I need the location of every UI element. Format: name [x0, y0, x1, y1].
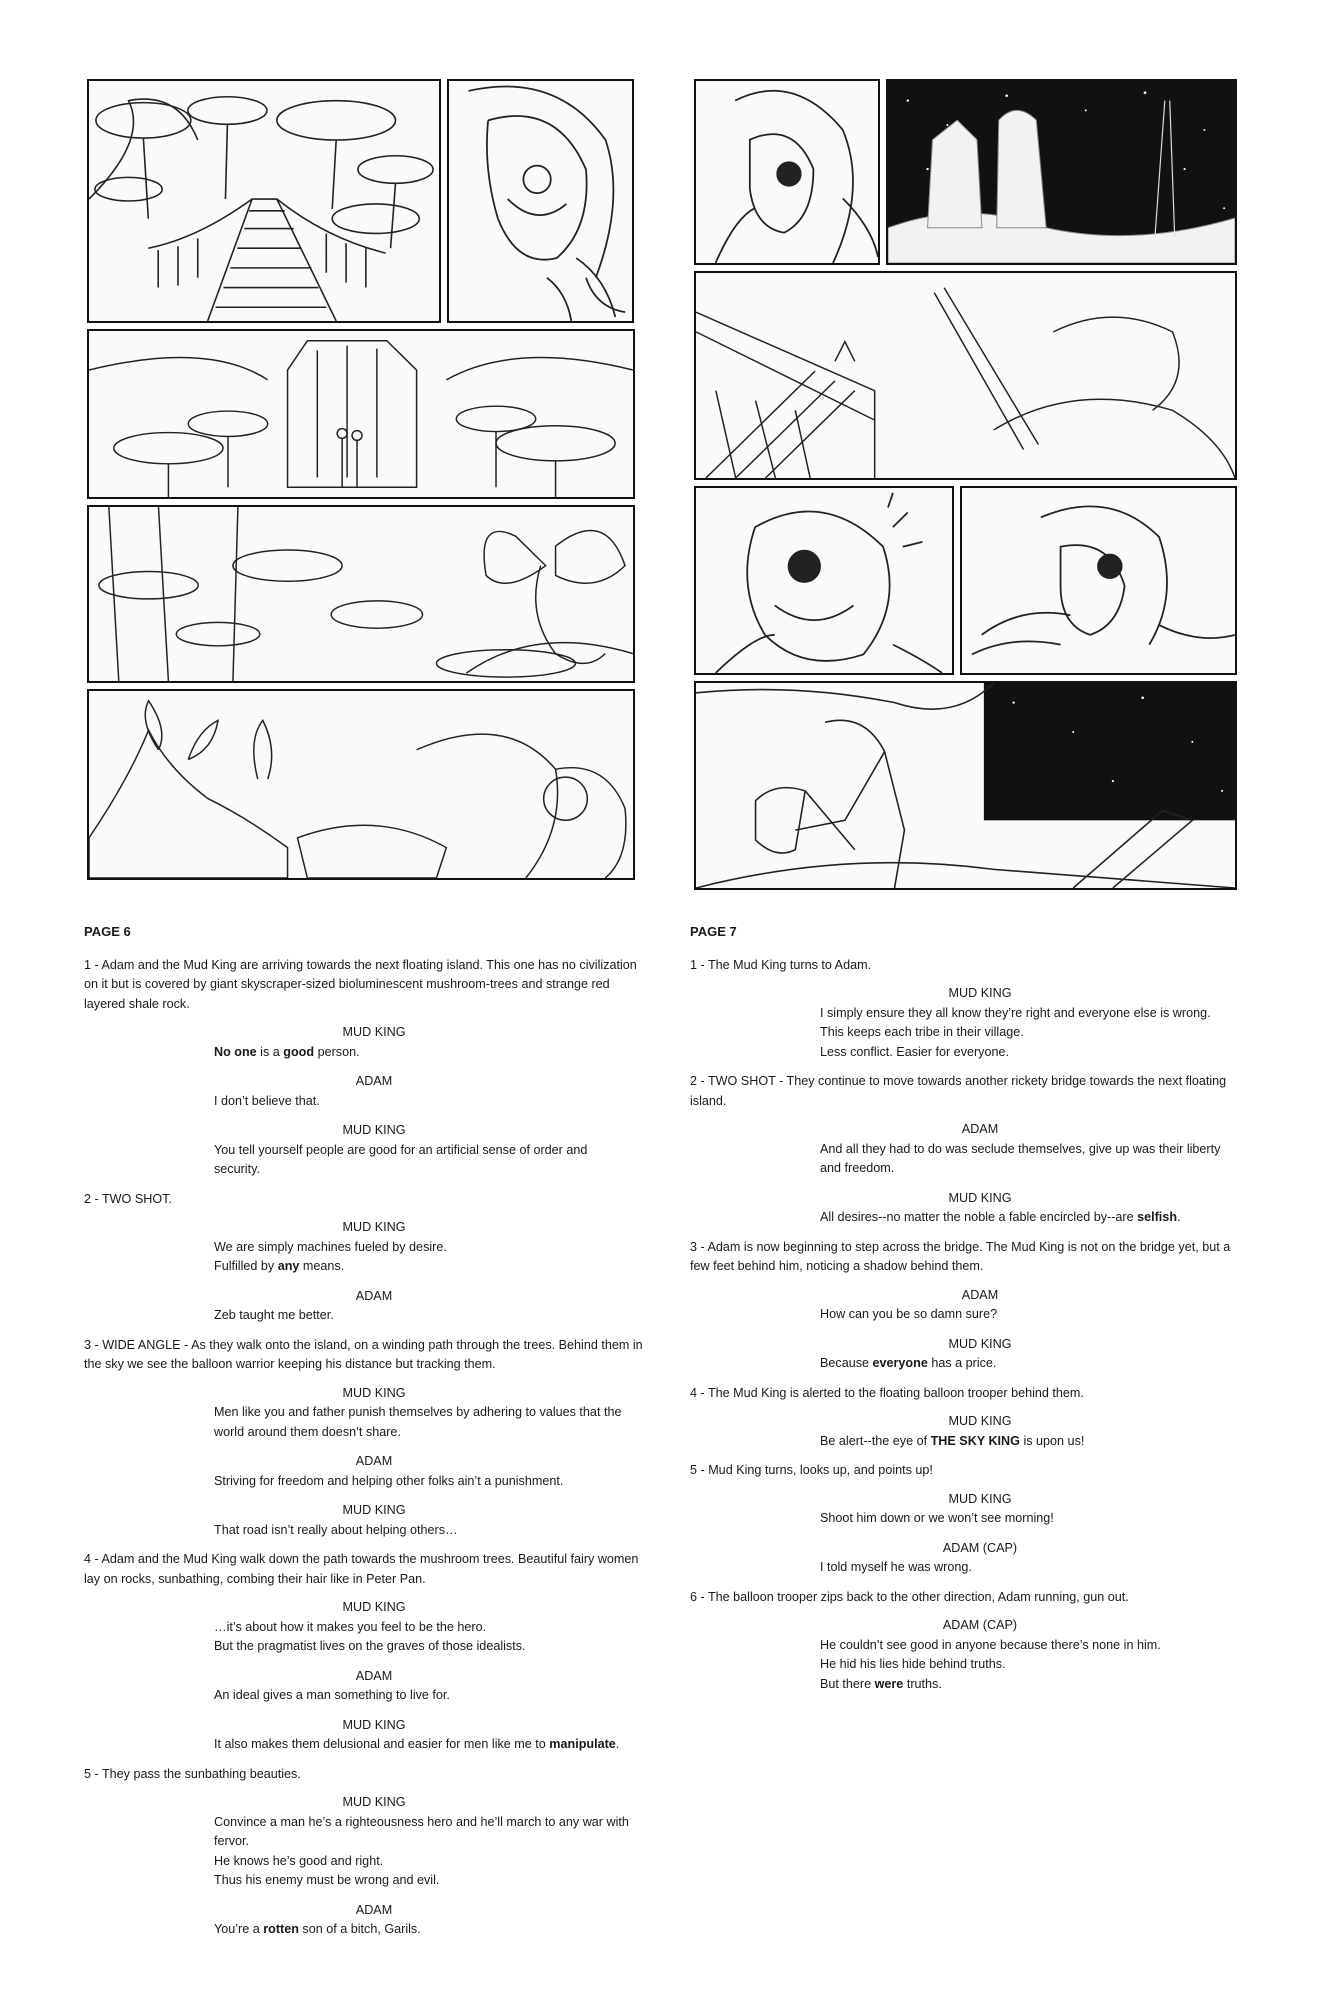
speaker-mud-king: MUD KING: [948, 986, 1012, 1000]
speaker-mud-king: MUD KING: [342, 1123, 406, 1137]
page-7-script: [690, 922, 1250, 1704]
page-6-beat-4: 4 - Adam and the Mud King walk down the path towards the mushroom trees. Beautiful fairy women lay on rocks, sunbathing, combing their hair like in Peter Pan.: [84, 1552, 639, 1586]
page-6-panel-4-fairies-on-rocks: [87, 689, 635, 880]
dialogue-line: He couldn’t see good in anyone because there’s none in him.: [820, 1637, 1161, 1652]
page-6-heading: PAGE 6: [84, 924, 131, 939]
dialogue-line: Thus his enemy must be wrong and evil.: [214, 1873, 440, 1887]
speaker-adam: ADAM: [355, 1902, 393, 1917]
dialogue-line: I told myself he was wrong.: [820, 1560, 972, 1574]
speaker-mud-king: MUD KING: [948, 1190, 1012, 1205]
dialogue-line: It also makes them delusional and easier for men like me to manipulate.: [214, 1737, 620, 1751]
speaker-mud-king: MUD KING: [342, 1385, 406, 1400]
page-6-script: [84, 922, 644, 1950]
page-6-panel-3-fairy: [87, 505, 635, 683]
dialogue-block: [214, 1618, 634, 1657]
dialogue-line: This keeps each tribe in their village.: [820, 1025, 1024, 1039]
speaker-mud-king: MUD KING: [342, 1025, 406, 1039]
speaker-mud-king: MUD KING: [948, 1336, 1012, 1351]
page-6-panel-1-bridge-mushrooms: [87, 79, 441, 323]
speaker-mud-king: MUD KING: [342, 1600, 406, 1614]
speaker-adam: ADAM: [961, 1122, 999, 1136]
dialogue-line: …it’s about how it makes you feel to be the hero.: [214, 1619, 487, 1634]
page-7-panel-2-two-shot: [886, 79, 1237, 265]
dialogue-line: Fulfilled by any means.: [214, 1259, 345, 1273]
page-7-heading: PAGE 7: [690, 924, 737, 939]
dialogue-line: We are simply machines fueled by desire.: [214, 1239, 447, 1254]
dialogue-block: [820, 1636, 1240, 1695]
dialogue-line: You tell yourself people are good for an artificial sense of order and security.: [214, 1142, 588, 1176]
speaker-adam-cap: ADAM (CAP): [942, 1618, 1018, 1632]
dialogue-line: And all they had to do was seclude themselves, give up was their liberty and freedom.: [820, 1141, 1221, 1175]
dialogue-line: Convince a man he’s a righteousness hero and he’ll march to any war with fervor.: [214, 1814, 629, 1848]
page-6-beat-1: 1 - Adam and the Mud King are arriving towards the next floating island. This one has no civilization on it but is covered by giant skyscraper-sized bioluminescent mushroom-trees and strange red layered shale rock.: [84, 957, 637, 1011]
dialogue-line: That road isn’t really about helping others…: [214, 1522, 458, 1537]
page-6-beat-2: 2 - TWO SHOT.: [84, 1191, 172, 1206]
speaker-adam: ADAM: [961, 1287, 999, 1302]
page-7-beat-3: 3 - Adam is now beginning to step across the bridge. The Mud King is not on the bridge yet, but a few feet behind him, noticing a shadow behind them.: [690, 1239, 1231, 1273]
dialogue-line: But the pragmatist lives on the graves of those idealists.: [214, 1639, 526, 1653]
page-7-panel-6-running: [694, 681, 1237, 890]
page-7-panel-4-mud-king-alert: [694, 486, 954, 675]
dialogue-line: I don’t believe that.: [214, 1093, 320, 1108]
dialogue-line: Less conflict. Easier for everyone.: [820, 1044, 1009, 1059]
speaker-mud-king: MUD KING: [948, 1491, 1012, 1506]
dialogue-block: [214, 1238, 634, 1277]
speaker-mud-king: MUD KING: [342, 1717, 406, 1732]
speaker-mud-king: MUD KING: [342, 1795, 406, 1809]
dialogue-line: Striving for freedom and helping other folks ain’t a punishment.: [214, 1473, 564, 1488]
speaker-mud-king: MUD KING: [342, 1503, 406, 1517]
dialogue-line: Men like you and father punish themselves by adhering to values that the world around them doesn’t share.: [214, 1405, 622, 1439]
page-7-beat-4: 4 - The Mud King is alerted to the floating balloon trooper behind them.: [690, 1385, 1084, 1400]
page-6-panel-2-arrival: [87, 329, 635, 499]
page-7-panel-3-bridge: [694, 271, 1237, 480]
dialogue-line: Be alert--the eye of THE SKY KING is upon us!: [820, 1433, 1085, 1448]
speaker-adam: ADAM: [355, 1454, 393, 1468]
speaker-mud-king: MUD KING: [948, 1414, 1012, 1428]
page-6-beat-3: 3 - WIDE ANGLE - As they walk onto the island, on a winding path through the trees. Behind them in the sky we see the balloon warrior keeping his distance but tracking them.: [84, 1337, 643, 1371]
dialogue-line: How can you be so damn sure?: [820, 1307, 998, 1321]
speaker-adam-cap: ADAM (CAP): [942, 1540, 1018, 1555]
dialogue-line: Shoot him down or we won’t see morning!: [820, 1511, 1054, 1525]
dialogue-line: All desires--no matter the noble a fable encircled by--are selfish.: [820, 1210, 1181, 1224]
dialogue-line: Zeb taught me better.: [214, 1308, 334, 1322]
page-7-beat-5: 5 - Mud King turns, looks up, and points up!: [690, 1463, 933, 1477]
page-7-beat-1: 1 - The Mud King turns to Adam.: [690, 957, 872, 972]
dialogue-line: No one is a good person.: [214, 1044, 360, 1059]
dialogue-block: [214, 1813, 634, 1891]
speaker-adam: ADAM: [355, 1288, 393, 1303]
dialogue-line: But there were truths.: [820, 1676, 942, 1691]
dialogue-line: He knows he’s good and right.: [214, 1853, 384, 1868]
dialogue-line: An ideal gives a man something to live for.: [214, 1688, 450, 1702]
speaker-mud-king: MUD KING: [342, 1220, 406, 1234]
page-7-panel-5-pointing: [960, 486, 1237, 675]
speaker-adam: ADAM: [355, 1074, 393, 1088]
dialogue-block: [820, 1004, 1240, 1063]
page-7-panel-1-mud-king: [694, 79, 880, 265]
page-6-beat-5: 5 - They pass the sunbathing beauties.: [84, 1766, 301, 1781]
dialogue-line: You’re a rotten son of a bitch, Garils.: [214, 1922, 421, 1936]
dialogue-line: He hid his lies hide behind truths.: [820, 1657, 1006, 1671]
page-6-panel-1b-hooded-closeup: [447, 79, 634, 323]
dialogue-line: I simply ensure they all know they’re right and everyone else is wrong.: [820, 1005, 1211, 1020]
page-7-beat-6: 6 - The balloon trooper zips back to the other direction, Adam running, gun out.: [690, 1589, 1129, 1604]
dialogue-line: Because everyone has a price.: [820, 1356, 997, 1370]
page-7-beat-2: 2 - TWO SHOT - They continue to move towards another rickety bridge towards the next floating island.: [690, 1074, 1227, 1108]
speaker-adam: ADAM: [355, 1668, 393, 1683]
